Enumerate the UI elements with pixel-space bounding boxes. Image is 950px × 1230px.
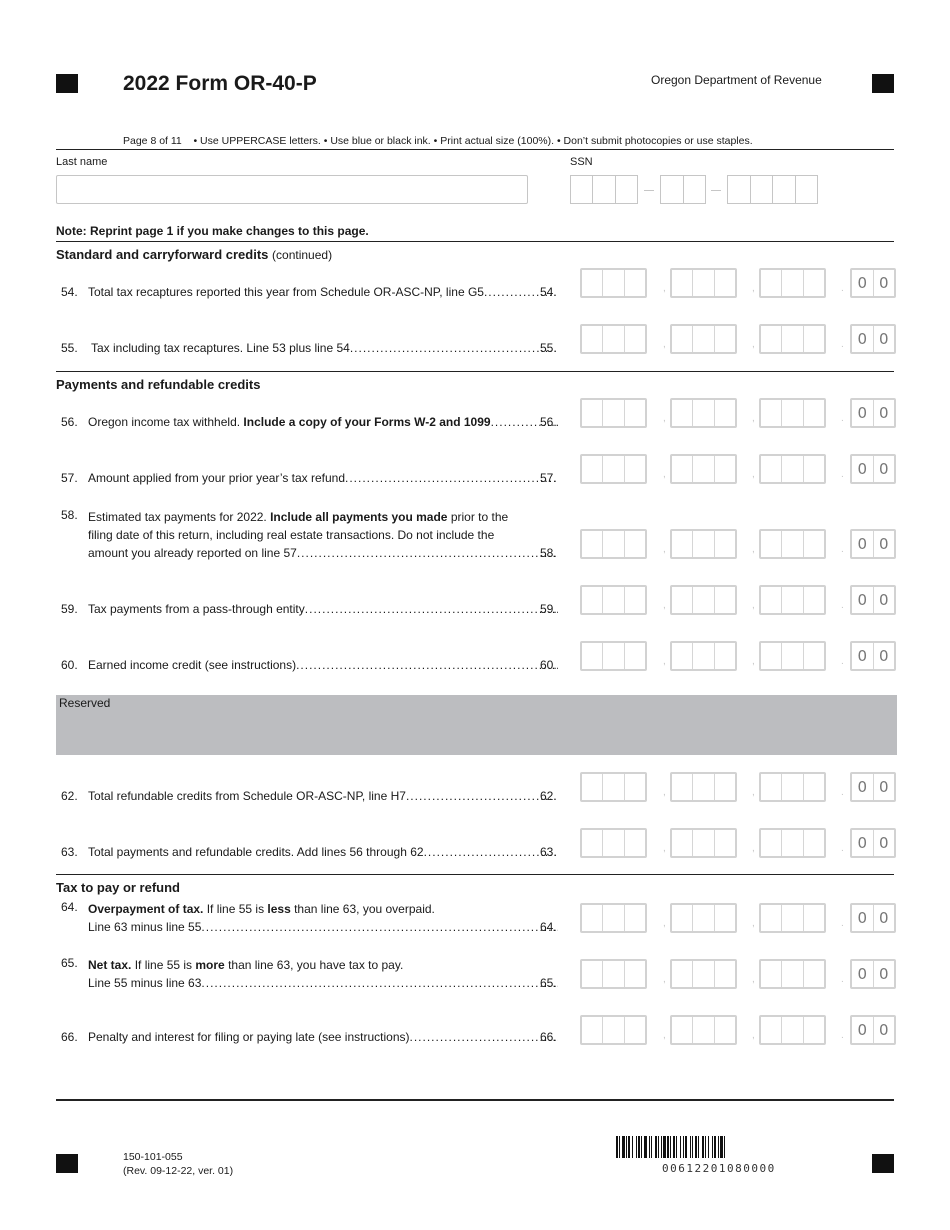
amount-digit-group[interactable] — [759, 1015, 826, 1045]
amount-separator: , — [752, 974, 755, 985]
cents-digit: 0 — [878, 1021, 889, 1039]
line-59-amount[interactable] — [580, 585, 898, 617]
department-name: Oregon Department of Revenue — [651, 73, 822, 87]
line-64: Line 63 minus line 55 ..... 64. , , . 0 0 — [56, 903, 896, 935]
amount-digit-group[interactable] — [759, 903, 826, 933]
line-55: 55. Tax including tax recaptures. Line 53 plus line 54 ..... 55. , , . 0 0 — [56, 324, 896, 356]
cents-digit: 0 — [852, 326, 874, 352]
amount-digit-group[interactable] — [670, 585, 737, 615]
line-56: 56. Oregon income tax withheld. Include a copy of your Forms W-2 and 1099 ..... 56. , , . 0 0 — [56, 398, 896, 430]
cents-digit: 0 — [878, 404, 889, 422]
line-65: Line 55 minus line 63 ..... 65. , , . 0 0 — [56, 959, 896, 991]
amount-digit-group[interactable] — [580, 959, 647, 989]
barcode-bar — [695, 1136, 697, 1158]
instruction-text: • Use UPPERCASE letters. • Use blue or black ink. • Print actual size (100%). • Don’t submit photocopies or use staples. — [193, 135, 753, 147]
cents-digit: 0 — [878, 591, 889, 609]
barcode-bar — [632, 1136, 633, 1158]
cents-digit: 0 — [852, 587, 874, 613]
amount-separator: . — [841, 843, 844, 854]
amount-digit-group[interactable] — [580, 903, 647, 933]
amount-digit-group[interactable] — [670, 641, 737, 671]
amount-separator: . — [841, 1030, 844, 1041]
amount-digit-group[interactable] — [580, 324, 647, 354]
line-66: 66. Penalty and interest for filing or paying late (see instructions) ..... 66. , , . 0 0 — [56, 1015, 896, 1047]
registration-mark-top-left — [56, 74, 78, 93]
barcode-bar — [622, 1136, 625, 1158]
barcode-bar — [705, 1136, 706, 1158]
barcode-bar — [649, 1136, 650, 1158]
line-55-amount[interactable] — [580, 324, 898, 356]
note-rule — [56, 241, 894, 242]
registration-mark-top-right — [872, 74, 894, 93]
ssn-label: SSN — [570, 156, 593, 168]
amount-separator: . — [841, 339, 844, 350]
section-heading-standard-credits: Standard and carryforward credits (continued) — [56, 247, 333, 262]
barcode-number: 00612201080000 — [662, 1162, 776, 1175]
amount-digit-group[interactable] — [670, 398, 737, 428]
line-54-amount[interactable] — [580, 268, 898, 300]
amount-digit-group[interactable] — [580, 454, 647, 484]
amount-separator: . — [841, 600, 844, 611]
page-instructions — [123, 135, 753, 147]
amount-separator: , — [752, 918, 755, 929]
amount-digit-group[interactable] — [759, 641, 826, 671]
amount-cents[interactable] — [850, 772, 896, 802]
barcode-bar — [685, 1136, 687, 1158]
last-name-input[interactable] — [56, 175, 528, 204]
barcode-bar — [651, 1136, 652, 1158]
section-rule — [56, 371, 894, 372]
form-revision: (Rev. 09-12-22, ver. 01) — [123, 1165, 234, 1177]
amount-cents[interactable] — [850, 398, 896, 428]
amount-cents[interactable] — [850, 903, 896, 933]
line-58-amount[interactable] — [580, 529, 898, 561]
amount-separator: . — [841, 413, 844, 424]
cents-digit: 0 — [878, 535, 889, 553]
cents-digit: 0 — [852, 270, 874, 296]
amount-separator: , — [752, 283, 755, 294]
line-60-amount[interactable] — [580, 641, 898, 673]
amount-separator: , — [663, 283, 666, 294]
line-65-amount[interactable] — [580, 959, 898, 991]
barcode-bar — [720, 1136, 723, 1158]
amount-cents[interactable] — [850, 1015, 896, 1045]
amount-cents[interactable] — [850, 828, 896, 858]
amount-cents[interactable] — [850, 585, 896, 615]
barcode-bar — [628, 1136, 630, 1158]
amount-digit-group[interactable] — [580, 641, 647, 671]
barcode-bar — [655, 1136, 657, 1158]
barcode-bar — [680, 1136, 681, 1158]
line-62-amount[interactable] — [580, 772, 898, 804]
reserved-block: Reserved — [56, 695, 897, 755]
amount-digit-group[interactable] — [670, 324, 737, 354]
amount-digit-group[interactable] — [580, 772, 647, 802]
barcode-bar — [638, 1136, 640, 1158]
amount-separator: , — [663, 787, 666, 798]
amount-separator: , — [752, 1030, 755, 1041]
amount-cents[interactable] — [850, 529, 896, 559]
cents-digit: 0 — [878, 834, 889, 852]
amount-separator: , — [663, 469, 666, 480]
form-title: 2022 Form OR-40-P — [123, 72, 317, 95]
barcode-bar — [667, 1136, 669, 1158]
amount-digit-group[interactable] — [759, 398, 826, 428]
amount-separator: . — [841, 469, 844, 480]
amount-separator: , — [663, 974, 666, 985]
cents-digit: 0 — [878, 965, 889, 983]
barcode-bar — [661, 1136, 662, 1158]
line-62: 62. Total refundable credits from Schedule OR-ASC-NP, line H7 ..... 62. , , . 0 0 — [56, 772, 896, 804]
barcode-bar — [690, 1136, 691, 1158]
amount-separator: , — [752, 544, 755, 555]
barcode-bar — [644, 1136, 647, 1158]
amount-digit-group[interactable] — [580, 1015, 647, 1045]
reprint-note: Note: Reprint page 1 if you make changes to this page. — [56, 224, 369, 238]
barcode-bar — [683, 1136, 684, 1158]
cents-digit: 0 — [852, 830, 874, 856]
barcode-bar — [708, 1136, 709, 1158]
barcode-bar — [670, 1136, 671, 1158]
barcode-bar — [616, 1136, 618, 1158]
form-footer — [123, 1150, 233, 1178]
amount-digit-group[interactable] — [759, 324, 826, 354]
barcode-bar — [663, 1136, 666, 1158]
ssn-dash — [711, 190, 721, 191]
amount-digit-group[interactable] — [670, 903, 737, 933]
line-56-amount[interactable] — [580, 398, 898, 430]
barcode-bar — [698, 1136, 699, 1158]
barcode-bar — [724, 1136, 725, 1158]
amount-digit-group[interactable] — [759, 268, 826, 298]
ssn-area-boxes[interactable] — [570, 175, 638, 204]
amount-separator: , — [663, 544, 666, 555]
line-60: 60. Earned income credit (see instructions) ..... 60. , , . 0 0 — [56, 641, 896, 673]
barcode-bar — [712, 1136, 713, 1158]
barcode-bar — [714, 1136, 716, 1158]
barcode-bar — [636, 1136, 637, 1158]
amount-separator: , — [663, 413, 666, 424]
registration-mark-bottom-right — [872, 1154, 894, 1173]
amount-digit-group[interactable] — [580, 268, 647, 298]
header-rule — [56, 149, 894, 150]
amount-separator: , — [752, 787, 755, 798]
amount-digit-group[interactable] — [580, 529, 647, 559]
amount-digit-group[interactable] — [759, 772, 826, 802]
last-name-label: Last name — [56, 156, 108, 168]
cents-digit: 0 — [852, 905, 874, 931]
amount-separator: . — [841, 544, 844, 555]
amount-digit-group[interactable] — [580, 828, 647, 858]
barcode-bar — [626, 1136, 627, 1158]
amount-separator: , — [663, 600, 666, 611]
amount-separator: , — [752, 600, 755, 611]
section-heading-payments: Payments and refundable credits — [56, 377, 261, 392]
amount-digit-group[interactable] — [759, 454, 826, 484]
barcode-bar — [641, 1136, 642, 1158]
amount-digit-group[interactable] — [759, 828, 826, 858]
form-number: 150-101-055 — [123, 1151, 183, 1163]
line-59: 59. Tax payments from a pass-through entity ..... 59. , , . 0 0 — [56, 585, 896, 617]
amount-separator: . — [841, 787, 844, 798]
amount-separator: . — [841, 656, 844, 667]
section-heading-tax-to-pay: Tax to pay or refund — [56, 880, 180, 895]
amount-digit-group[interactable] — [759, 585, 826, 615]
line-58: amount you already reported on line 57 ..... 58. , , . 0 0 — [56, 529, 896, 561]
cents-digit: 0 — [852, 456, 874, 482]
amount-separator: , — [663, 843, 666, 854]
registration-mark-bottom-left — [56, 1154, 78, 1173]
cents-digit: 0 — [878, 647, 889, 665]
amount-digit-group[interactable] — [759, 959, 826, 989]
section-rule — [56, 874, 894, 875]
barcode-bar — [658, 1136, 659, 1158]
cents-digit: 0 — [878, 778, 889, 796]
amount-separator: , — [663, 656, 666, 667]
line-54: 54. Total tax recaptures reported this year from Schedule OR-ASC-NP, line G5 ..... 54. , , . 0 0 — [56, 268, 896, 300]
cents-digit: 0 — [852, 643, 874, 669]
cents-digit: 0 — [852, 1017, 874, 1043]
ssn-dash — [644, 190, 654, 191]
amount-digit-group[interactable] — [670, 959, 737, 989]
cents-digit: 0 — [878, 274, 889, 292]
cents-digit: 0 — [852, 774, 874, 800]
amount-separator: , — [663, 339, 666, 350]
amount-digit-group[interactable] — [670, 268, 737, 298]
amount-separator: , — [752, 469, 755, 480]
amount-separator: . — [841, 918, 844, 929]
barcode — [616, 1136, 826, 1158]
cents-digit: 0 — [852, 531, 874, 557]
barcode-bar — [718, 1136, 719, 1158]
amount-digit-group[interactable] — [670, 1015, 737, 1045]
amount-separator: , — [663, 918, 666, 929]
amount-cents[interactable] — [850, 454, 896, 484]
amount-separator: . — [841, 974, 844, 985]
amount-digit-group[interactable] — [670, 772, 737, 802]
line-64-amount[interactable] — [580, 903, 898, 935]
footer-rule — [56, 1099, 894, 1101]
line-57-amount[interactable] — [580, 454, 898, 486]
line-66-amount[interactable] — [580, 1015, 898, 1047]
amount-cents[interactable] — [850, 641, 896, 671]
amount-digit-group[interactable] — [670, 529, 737, 559]
amount-separator: , — [663, 1030, 666, 1041]
amount-separator: . — [841, 283, 844, 294]
amount-cents[interactable] — [850, 959, 896, 989]
barcode-bar — [702, 1136, 704, 1158]
amount-digit-group[interactable] — [759, 529, 826, 559]
cents-digit: 0 — [878, 909, 889, 927]
amount-digit-group[interactable] — [580, 585, 647, 615]
amount-separator: , — [752, 413, 755, 424]
barcode-bar — [619, 1136, 620, 1158]
amount-cents[interactable] — [850, 268, 896, 298]
barcode-bar — [673, 1136, 675, 1158]
cents-digit: 0 — [878, 330, 889, 348]
amount-separator: , — [752, 656, 755, 667]
cents-digit: 0 — [852, 400, 874, 426]
amount-cents[interactable] — [850, 324, 896, 354]
amount-separator: , — [752, 843, 755, 854]
line-63: 63. Total payments and refundable credits. Add lines 56 through 62 ..... 63. , , . 0 0 — [56, 828, 896, 860]
barcode-bar — [692, 1136, 693, 1158]
line-57: 57. Amount applied from your prior year’s tax refund ..... 57. , , . 0 0 — [56, 454, 896, 486]
page-number: Page 8 of 11 — [123, 135, 182, 147]
ssn-group-boxes[interactable] — [660, 175, 706, 204]
cents-digit: 0 — [852, 961, 874, 987]
amount-digit-group[interactable] — [670, 454, 737, 484]
ssn-serial-boxes[interactable] — [727, 175, 818, 204]
amount-digit-group[interactable] — [670, 828, 737, 858]
line-63-amount[interactable] — [580, 828, 898, 860]
barcode-bar — [676, 1136, 677, 1158]
amount-separator: , — [752, 339, 755, 350]
amount-digit-group[interactable] — [580, 398, 647, 428]
cents-digit: 0 — [878, 460, 889, 478]
